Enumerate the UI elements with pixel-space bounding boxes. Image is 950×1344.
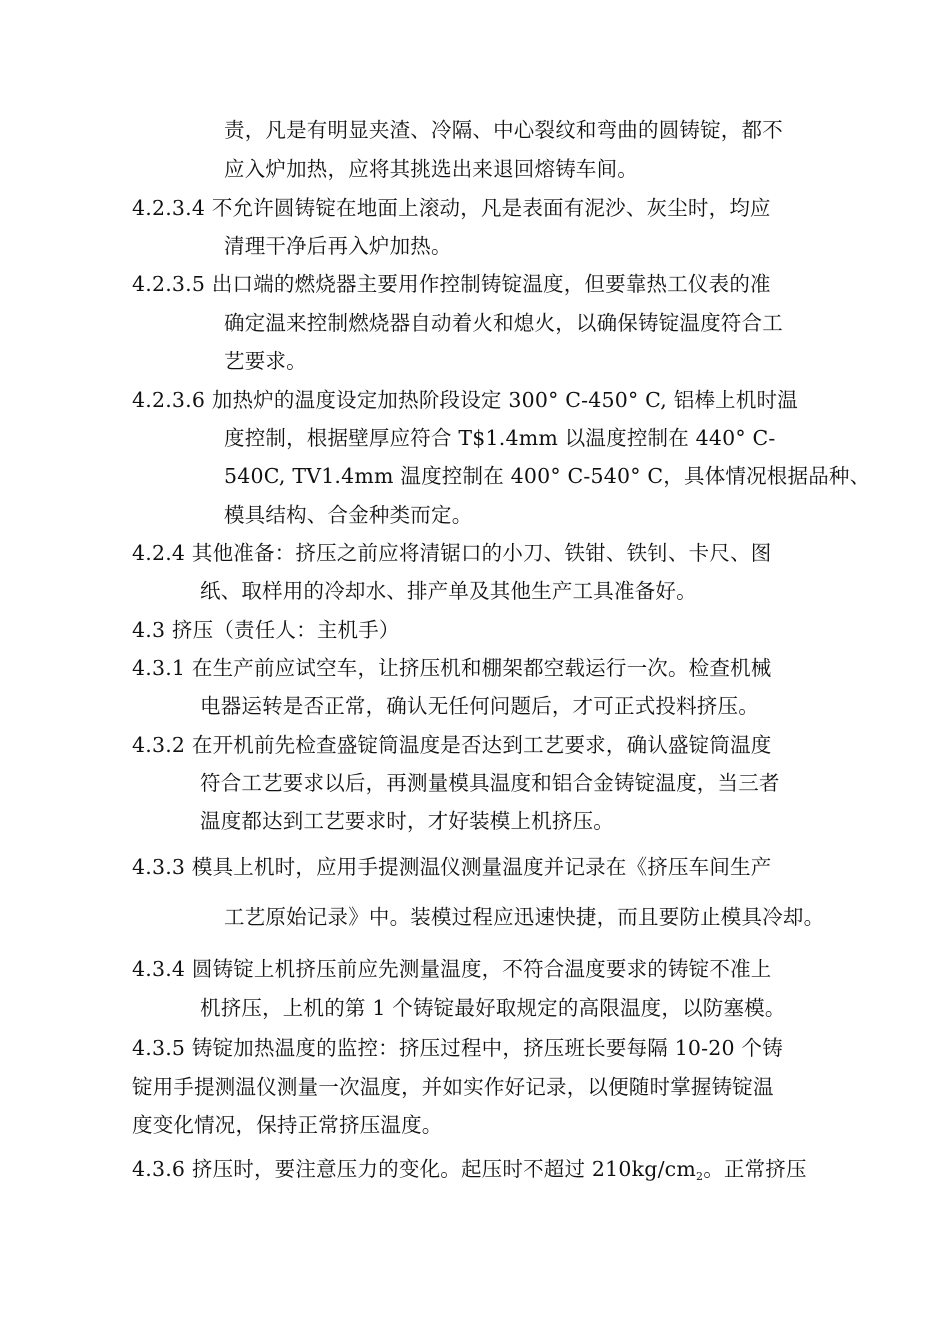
text-line: 机挤压，上机的第 1 个铸锭最好取规定的高限温度，以防塞模。 xyxy=(200,996,786,1020)
text-line: 温度都达到工艺要求时，才好装模上机挤压。 xyxy=(200,809,614,833)
text-line: 责，凡是有明显夹渣、冷隔、中心裂纹和弯曲的圆铸锭，都不 xyxy=(224,118,783,142)
unit-subscript: 2 xyxy=(696,1170,704,1183)
section-4-3-4: 4.3.4 圆铸锭上机挤压前应先测量温度，不符合温度要求的铸锭不准上 xyxy=(132,957,772,981)
section-4-3-1: 4.3.1 在生产前应试空车，让挤压机和棚架都空载运行一次。检查机械 xyxy=(132,656,772,680)
text-run: 。正常挤压 xyxy=(703,1157,807,1181)
text-line: 应入炉加热，应将其挑选出来退回熔铸车间。 xyxy=(224,157,638,181)
section-4-3-2: 4.3.2 在开机前先检查盛锭筒温度是否达到工艺要求，确认盛锭筒温度 xyxy=(132,733,772,757)
text-line: 锭用手提测温仪测量一次温度，并如实作好记录，以便随时掌握铸锭温 xyxy=(132,1075,774,1099)
text-line: 工艺原始记录》中。装模过程应迅速快捷，而且要防止模具冷却。 xyxy=(224,905,825,929)
text-line: 确定温来控制燃烧器自动着火和熄火，以确保铸锭温度符合工 xyxy=(224,311,783,335)
section-4-2-4: 4.2.4 其他准备：挤压之前应将清锯口的小刀、铁钳、铁钊、卡尺、图 xyxy=(132,541,772,565)
section-4-2-3-4: 4.2.3.4 不允许圆铸锭在地面上滚动，凡是表面有泥沙、灰尘时，均应 xyxy=(132,196,771,220)
text-line: 电器运转是否正常，确认无任何问题后，才可正式投料挤压。 xyxy=(200,694,759,718)
text-line: 度控制，根据壁厚应符合 T$1.4mm 以温度控制在 440° C- xyxy=(224,426,776,450)
text-line: 清理干净后再入炉加热。 xyxy=(224,234,452,258)
section-4-3-5: 4.3.5 铸锭加热温度的监控：挤压过程中，挤压班长要每隔 10-20 个铸 xyxy=(132,1036,783,1060)
text-line: 符合工艺要求以后，再测量模具温度和铝合金铸锭温度，当三者 xyxy=(200,771,780,795)
section-4-2-3-6: 4.2.3.6 加热炉的温度设定加热阶段设定 300° C-450° C, 铝棒上机时温 xyxy=(132,388,798,412)
section-4-2-3-5: 4.2.3.5 出口端的燃烧器主要用作控制铸锭温度，但要靠热工仪表的准 xyxy=(132,272,771,296)
text-line: 540C, TV1.4mm 温度控制在 400° C-540° C，具体情况根据品种、 xyxy=(224,464,871,488)
section-4-3-3: 4.3.3 模具上机时，应用手提测温仪测量温度并记录在《挤压车间生产 xyxy=(132,855,772,879)
section-4-3-heading: 4.3 挤压（责任人：主机手） xyxy=(132,618,400,642)
section-4-3-6 xyxy=(132,1155,807,1191)
text-line: 纸、取样用的冷却水、排产单及其他生产工具准备好。 xyxy=(200,579,697,603)
text-line: 模具结构、合金种类而定。 xyxy=(224,503,473,527)
text-line: 度变化情况，保持正常挤压温度。 xyxy=(132,1113,443,1137)
text-run: 4.3.6 挤压时，要注意压力的变化。起压时不超过 210kg/cm xyxy=(132,1157,696,1181)
text-line: 艺要求。 xyxy=(224,349,307,373)
